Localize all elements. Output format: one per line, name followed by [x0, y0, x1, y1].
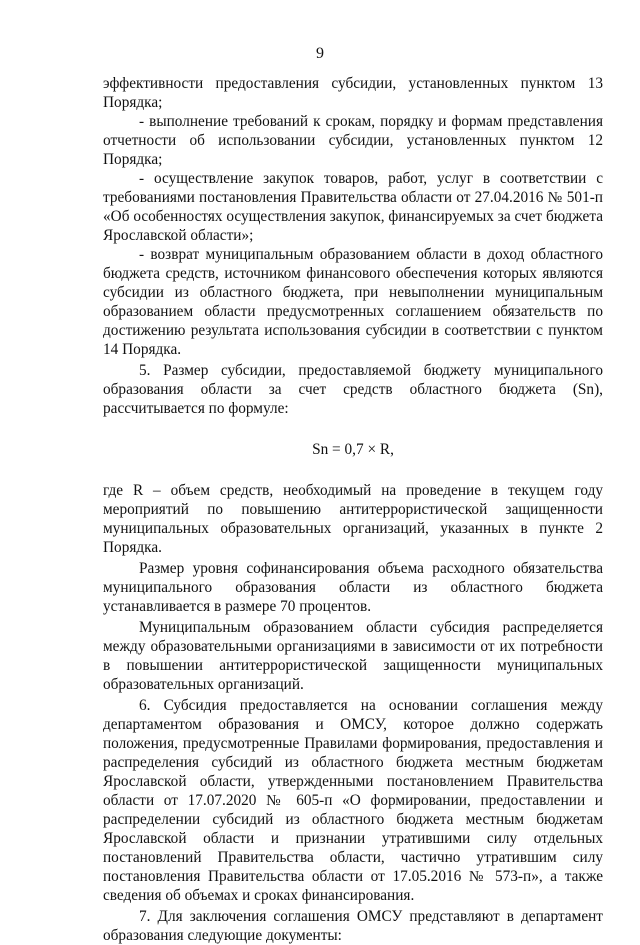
- formula-explanation: где R – объем средств, необходимый на проведение в текущем году мероприятий по повышению антитеррористической защищенности муниципальных образовательных организаций, указанных в пункте 2 Порядка.: [103, 482, 603, 556]
- paragraph-6-agreement: 6. Субсидия предоставляется на основании соглашения между департаментом образования и ОМСУ, которое должно содержать положения, предусмотренные Правилами формирования, предоставления и распределения субсидий из областного бюджета местным бюджетам Ярославской области, утвержденными постановлением Правительства области от 17.07.2020 № 605-п «О формировании, предоставлении и распределении субсидий из областного бюджета местным бюджетам Ярославской области и признании утратившими силу отдельных постановлений Правительства области, частично утратившим силу постановления Правительства области от 17.05.2016 № 573-п», а также сведения об объемах и сроках финансирования.: [103, 697, 603, 904]
- document-body: [103, 74, 603, 945]
- list-item-procurement: - осуществление закупок товаров, работ, услуг в соответствии с требованиями постановления Правительства области от 27.04.2016 № 501-п «Об особенностях осуществления закупок, финансируемых за счет бюджета Ярославской области»;: [103, 170, 603, 244]
- subsidy-distribution: Муниципальным образованием области субсидия распределяется между образовательными организациями в зависимости от их потребности в повышении антитеррористической защищенности муниципальных образовательных организаций.: [103, 619, 603, 693]
- paragraph-continuation: эффективности предоставления субсидии, установленных пунктом 13 Порядка;: [103, 75, 603, 111]
- list-item-reporting: - выполнение требований к срокам, порядку и формам представления отчетности об использовании субсидии, установленных пунктом 12 Порядка;: [103, 113, 603, 168]
- paragraph-7-documents: 7. Для заключения соглашения ОМСУ представляют в департамент образования следующие документы:: [103, 908, 603, 944]
- paragraph-5-subsidy-size: 5. Размер субсидии, предоставляемой бюджету муниципального образования области за счет средств областного бюджета (Sn), рассчитывается по формуле:: [103, 362, 603, 417]
- subsidy-formula: Sn = 0,7 × R,: [312, 441, 394, 458]
- list-item-refund: - возврат муниципальным образованием области в доход областного бюджета средств, источником финансового обеспечения которых являются субсидии из областного бюджета, при невыполнении муниципальным образованием области предусмотренных соглашением обязательств по достижению результата использования субсидии в соответствии с пунктом 14 Порядка.: [103, 246, 603, 358]
- page-number: 9: [316, 45, 324, 62]
- cofinancing-level: Размер уровня софинансирования объема расходного обязательства муниципального образования области из областного бюджета устанавливается в размере 70 процентов.: [103, 560, 603, 615]
